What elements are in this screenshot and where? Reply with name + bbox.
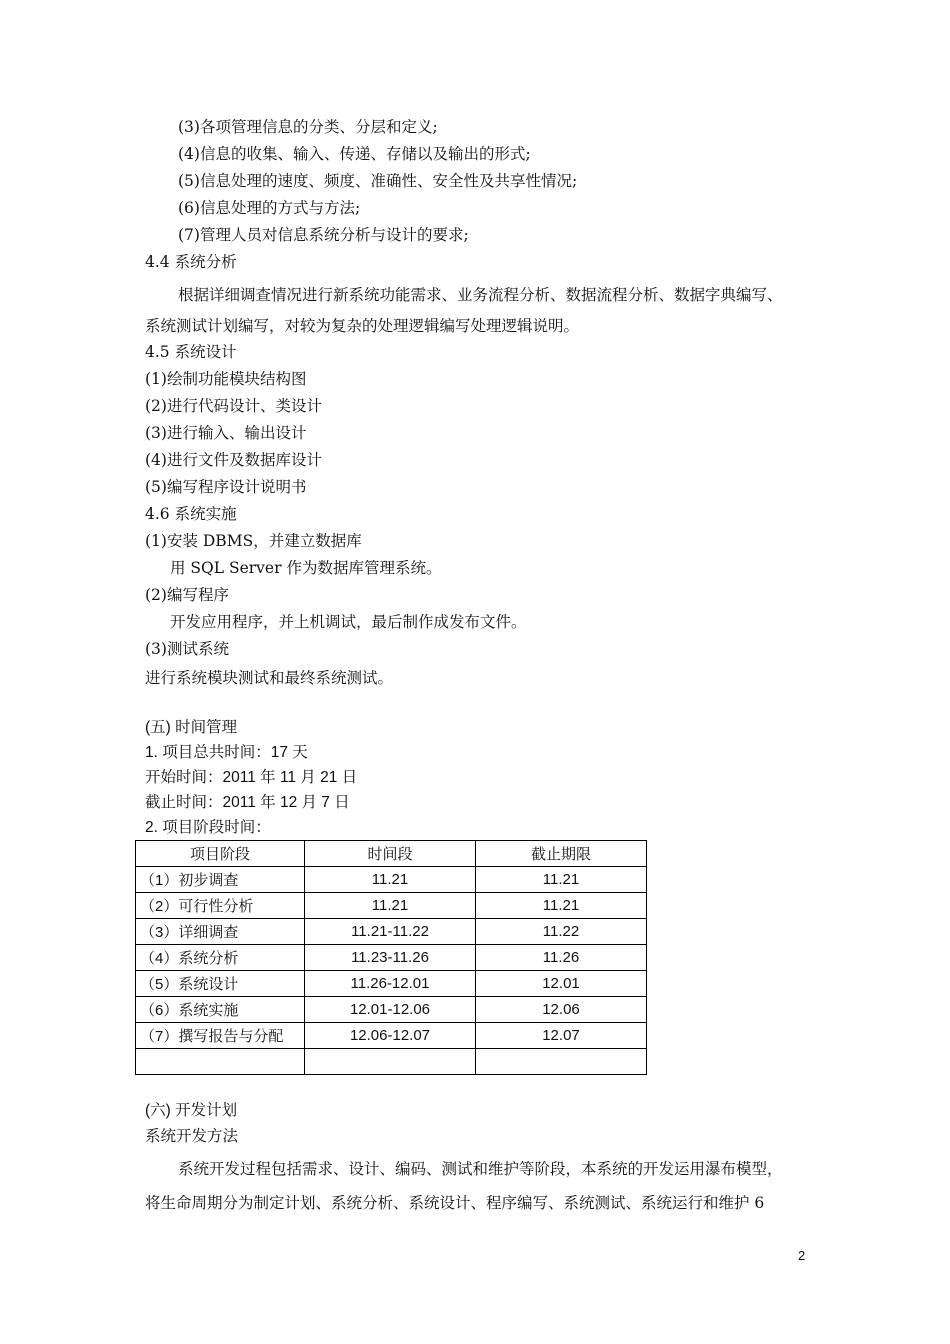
- section-heading-dev-plan: (六) 开发计划: [145, 1102, 238, 1119]
- table-row-empty: [136, 1049, 647, 1075]
- list-item: (5)信息处理的速度、频度、准确性、安全性及共享性情况;: [178, 172, 578, 190]
- paragraph-line: 将生命周期分为制定计划、系统分析、系统设计、程序编写、系统测试、系统运行和维护 6: [145, 1194, 765, 1212]
- subheading-dev-method: 系统开发方法: [145, 1127, 239, 1145]
- deadline-cell: 11.22: [476, 919, 647, 945]
- stage-cell: （6）系统实施: [136, 997, 305, 1023]
- deadline-cell: 11.26: [476, 945, 647, 971]
- period-cell: 12.06-12.07: [305, 1023, 476, 1049]
- period-cell: 11.21: [305, 867, 476, 893]
- stage-cell: （7）撰写报告与分配: [136, 1023, 305, 1049]
- deadline-cell: 12.06: [476, 997, 647, 1023]
- paragraph-line: 系统测试计划编写，对较为复杂的处理逻辑编写处理逻辑说明。: [145, 317, 580, 335]
- stages-label: 2. 项目阶段时间：: [145, 819, 271, 836]
- list-item: (3)测试系统: [145, 640, 229, 658]
- deadline-cell: [476, 1049, 647, 1075]
- list-item: (4)进行文件及数据库设计: [145, 451, 322, 469]
- stage-cell: （5）系统设计: [136, 971, 305, 997]
- period-cell: 11.26-12.01: [305, 971, 476, 997]
- period-cell: 11.23-11.26: [305, 945, 476, 971]
- paragraph-line: 系统开发过程包括需求、设计、编码、测试和维护等阶段，本系统的开发运用瀑布模型，: [178, 1160, 783, 1178]
- stage-table: [135, 840, 647, 1075]
- list-item-detail: 进行系统模块测试和最终系统测试。: [145, 669, 394, 687]
- list-item: (2)进行代码设计、类设计: [145, 397, 322, 415]
- stage-cell: （3）详细调查: [136, 919, 305, 945]
- page-number: 2: [798, 1248, 806, 1263]
- stage-cell: （1）初步调查: [136, 867, 305, 893]
- period-cell: [305, 1049, 476, 1075]
- list-item-detail: 用 SQL Server 作为数据库管理系统。: [170, 559, 442, 577]
- list-item: (5)编写程序设计说明书: [145, 478, 307, 496]
- stage-cell: （4）系统分析: [136, 945, 305, 971]
- total-time: 1. 项目总共时间：17 天: [145, 744, 308, 761]
- list-item: (1)安装 DBMS，并建立数据库: [145, 532, 362, 550]
- start-time: 开始时间：2011 年 11 月 21 日: [145, 769, 358, 786]
- period-cell: 11.21: [305, 893, 476, 919]
- section-heading-time-management: (五) 时间管理: [145, 719, 238, 736]
- section-heading-4-6: 4.6 系统实施: [145, 505, 237, 523]
- table-row: [136, 867, 647, 893]
- stage-cell: （2）可行性分析: [136, 893, 305, 919]
- list-item: (3)进行输入、输出设计: [145, 424, 307, 442]
- period-cell: 11.21-11.22: [305, 919, 476, 945]
- deadline-cell: 12.07: [476, 1023, 647, 1049]
- list-item: (3)各项管理信息的分类、分层和定义;: [178, 118, 438, 136]
- table-row: [136, 997, 647, 1023]
- list-item-detail: 开发应用程序，并上机调试，最后制作成发布文件。: [170, 613, 527, 631]
- list-item: (4)信息的收集、输入、传递、存储以及输出的形式;: [178, 145, 531, 163]
- column-header-period: 时间段: [305, 841, 476, 867]
- section-heading-4-5: 4.5 系统设计: [145, 343, 237, 361]
- list-item: (1)绘制功能模块结构图: [145, 370, 307, 388]
- table-row: [136, 893, 647, 919]
- table-row: [136, 971, 647, 997]
- list-item: (7)管理人员对信息系统分析与设计的要求;: [178, 226, 469, 244]
- table-row: [136, 1023, 647, 1049]
- list-item: (2)编写程序: [145, 586, 229, 604]
- deadline-cell: 12.01: [476, 971, 647, 997]
- deadline-cell: 11.21: [476, 893, 647, 919]
- table-row: [136, 945, 647, 971]
- column-header-stage: 项目阶段: [136, 841, 305, 867]
- deadline-cell: 11.21: [476, 867, 647, 893]
- table-header-row: [136, 841, 647, 867]
- table-row: [136, 919, 647, 945]
- list-item: (6)信息处理的方式与方法;: [178, 199, 361, 217]
- stage-cell: [136, 1049, 305, 1075]
- column-header-deadline: 截止期限: [476, 841, 647, 867]
- end-time: 截止时间：2011 年 12 月 7 日: [145, 794, 350, 811]
- paragraph-line: 根据详细调查情况进行新系统功能需求、业务流程分析、数据流程分析、数据字典编写、: [178, 286, 783, 304]
- period-cell: 12.01-12.06: [305, 997, 476, 1023]
- section-heading-4-4: 4.4 系统分析: [145, 253, 237, 271]
